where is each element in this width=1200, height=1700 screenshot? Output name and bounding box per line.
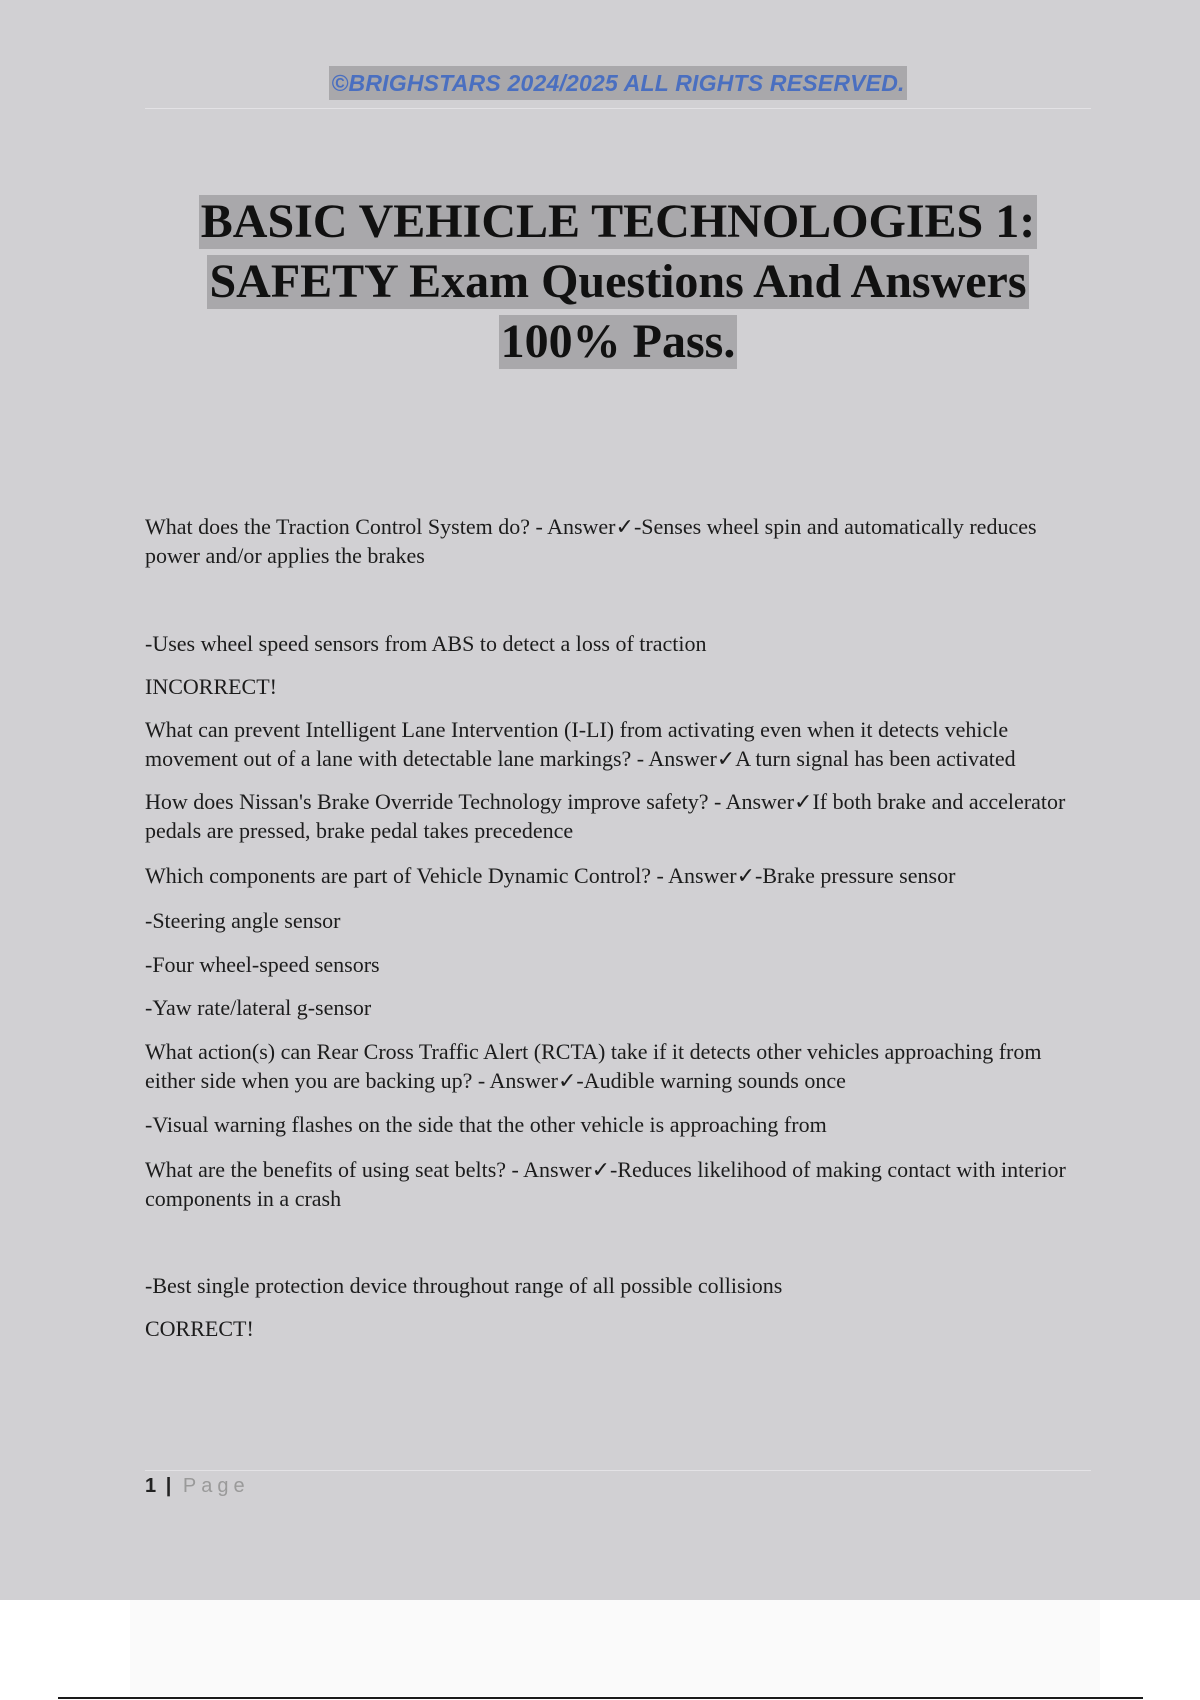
title-line-1: BASIC VEHICLE TECHNOLOGIES 1: — [200, 195, 1036, 248]
page-label: Page — [182, 1475, 250, 1497]
title-line-2: SAFETY Exam Questions And Answers — [209, 255, 1027, 308]
next-page-preview — [130, 1600, 1100, 1696]
bottom-divider — [58, 1697, 1143, 1699]
document-body — [145, 512, 1095, 1343]
title-line-3: 100% Pass. — [500, 315, 736, 368]
document-title — [145, 192, 1091, 372]
qa-paragraph: -Best single protection device throughout range of all possible collisions — [145, 1273, 783, 1298]
result-label-incorrect: INCORRECT! — [145, 674, 277, 699]
qa-paragraph: What action(s) can Rear Cross Traffic Alert (RCTA) take if it detects other vehicles approaching from either side when you are backing up? - Answer✓-Audible warning sounds once — [145, 1039, 1042, 1093]
qa-paragraph: -Steering angle sensor — [145, 908, 341, 933]
footer-divider — [145, 1470, 1091, 1471]
copyright-notice: ©BRIGHSTARS 2024/2025 ALL RIGHTS RESERVED. — [329, 66, 906, 100]
page-number: 1 — [145, 1475, 157, 1497]
qa-paragraph: -Yaw rate/lateral g-sensor — [145, 995, 372, 1020]
qa-paragraph: What does the Traction Control System do? - Answer✓-Senses wheel spin and automatically reduces power and/or applies the brakes — [145, 514, 1037, 568]
result-label-correct: CORRECT! — [145, 1316, 254, 1341]
qa-paragraph: How does Nissan's Brake Override Technology improve safety? - Answer✓If both brake and accelerator pedals are pressed, brake pedal takes precedence — [145, 789, 1066, 843]
page-separator: | — [165, 1475, 172, 1497]
qa-paragraph: -Visual warning flashes on the side that the other vehicle is approaching from — [145, 1112, 827, 1137]
qa-paragraph: -Four wheel-speed sensors — [145, 952, 380, 977]
qa-paragraph: -Uses wheel speed sensors from ABS to detect a loss of traction — [145, 631, 707, 656]
page-header — [145, 66, 1091, 109]
page-footer — [145, 1473, 250, 1499]
qa-paragraph: Which components are part of Vehicle Dynamic Control? - Answer✓-Brake pressure sensor — [145, 863, 956, 888]
qa-paragraph: What can prevent Intelligent Lane Intervention (I-LI) from activating even when it detects vehicle movement out of a lane with detectable lane markings? - Answer✓A turn signal has been activated — [145, 717, 1016, 771]
qa-paragraph: What are the benefits of using seat belts? - Answer✓-Reduces likelihood of making contact with interior components in a crash — [145, 1157, 1066, 1211]
